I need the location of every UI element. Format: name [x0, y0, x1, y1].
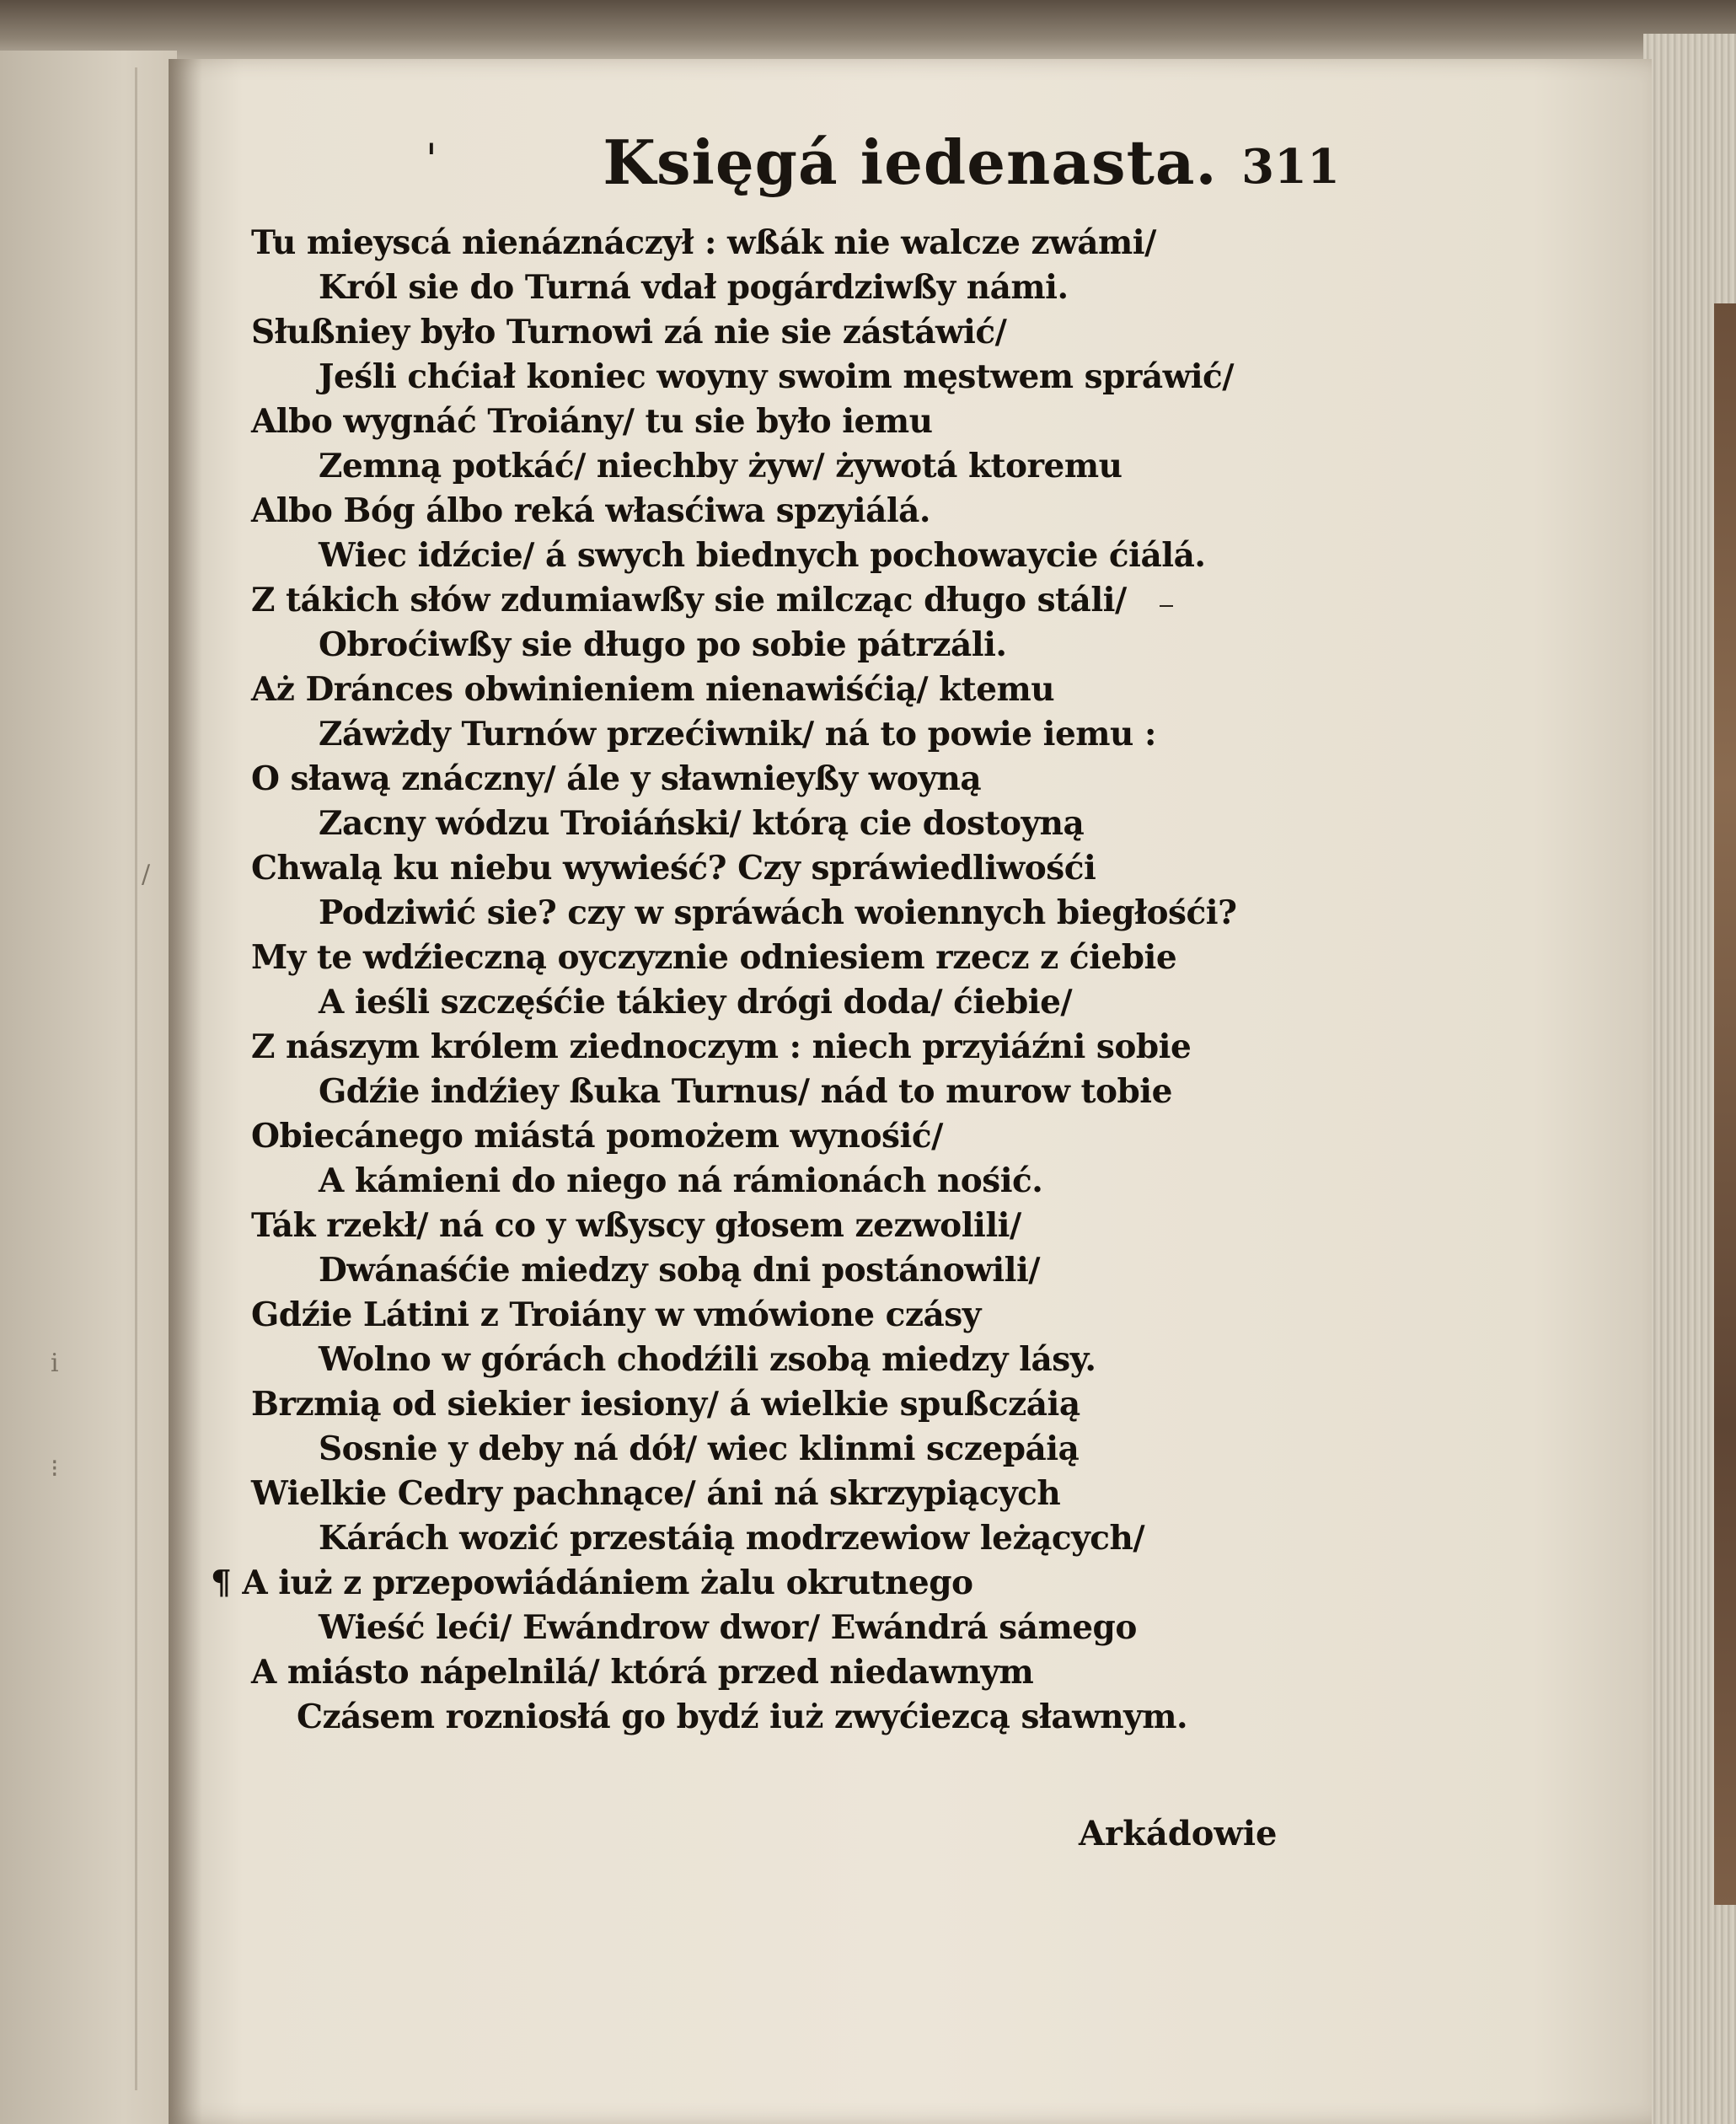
stray-mark: /: [142, 860, 151, 889]
stray-mark: ⁝: [51, 1454, 59, 1483]
verse-line: Wiec idźcie/ á swych biednych pochowaycie ćiálá.: [319, 536, 1206, 575]
book-top-edge: [0, 0, 1736, 63]
verse-line: Ták rzekł/ ná co y wßyscy głosem zezwolili/: [251, 1206, 1021, 1245]
verse-line: Z tákich słów zdumiawßy sie milcząc długo stáli/: [251, 581, 1127, 620]
verse-line: Jeśli chćiał koniec woyny swoim męstwem spráwić/: [319, 357, 1235, 396]
verse-line: Słußniey było Turnowi zá nie sie zástáwić/: [251, 313, 1007, 351]
verse-line: Podziwić sie? czy w spráwách woiennych biegłośći?: [319, 893, 1237, 932]
binding-leather: [1714, 303, 1736, 1905]
verse-line: Dwánaśćie miedzy sobą dni postánowili/: [319, 1251, 1041, 1290]
verse-line: Brzmią od siekier iesiony/ á wielkie spußczáią: [251, 1385, 1080, 1424]
catchword: Arkádowie: [1079, 1814, 1278, 1853]
verse-line: Gdźie indźiey ßuka Turnus/ nád to murow tobie: [319, 1072, 1172, 1111]
verse-line: Aż Dránces obwinieniem nienawiśćią/ ktemu: [251, 670, 1055, 709]
verse-line: Kárách wozić przestáią modrzewiow leżących/: [319, 1519, 1145, 1558]
running-head-mark: ': [426, 135, 437, 184]
verse-line: Tu mieyscá nienáznáczył : wßák nie walcze zwámi/: [251, 223, 1156, 262]
verse-line: O sławą znáczny/ ále y sławnieyßy woyną: [251, 759, 982, 798]
verse-line-paragraph: ¶ A iuż z przepowiádániem żalu okrutnego: [211, 1564, 973, 1602]
verse-line: Wolno w górách chodźili zsobą miedzy lásy.: [319, 1340, 1096, 1379]
verse-line: Obiecánego miástá pomożem wynośić/: [251, 1117, 943, 1156]
verse-line: Chwalą ku niebu wywieść? Czy spráwiedliwośći: [251, 849, 1096, 888]
verse-line: Záwżdy Turnów przećiwnik/ ná to powie iemu :: [319, 715, 1156, 754]
verse-line: A ieśli szczęśćie tákiey drógi doda/ ćiebie/: [319, 983, 1073, 1022]
verse-line: My te wdźieczną oyczyznie odniesiem rzecz z ćiebie: [251, 938, 1177, 977]
verse-line: Król sie do Turná vdał pogárdziwßy námi.: [319, 268, 1069, 307]
gutter-shadow: [169, 59, 202, 2124]
verse-line: Zemną potkáć/ niechby żyw/ żywotá ktoremu: [319, 447, 1123, 485]
left-page-edge: [0, 51, 177, 2124]
verse-line: A miásto nápelnilá/ którá przed niedawnym: [251, 1653, 1034, 1692]
verse-line: Wielkie Cedry pachnące/ áni ná skrzypiących: [251, 1474, 1061, 1513]
verse-line: Zacny wódzu Troiáński/ którą cie dostoyną: [319, 804, 1085, 843]
left-page-fold: [135, 67, 137, 2090]
verse-line: Czásem rozniosłá go bydź iuż zwyćiezcą sławnym.: [297, 1698, 1188, 1736]
verse-line: Sosnie y deby ná dół/ wiec klinmi sczepáią: [319, 1429, 1080, 1468]
verse-line: Wieść leći/ Ewándrow dwor/ Ewándrá sámego: [319, 1608, 1137, 1647]
verse-line: Obroćiwßy sie długo po sobie pátrzáli.: [319, 625, 1007, 664]
folio-number: 311: [1241, 139, 1340, 195]
verse-line: Gdźie Látini z Troiány w vmówione czásy: [251, 1295, 981, 1334]
stray-mark: i: [51, 1349, 59, 1378]
verse-line: Albo wygnáć Troiány/ tu sie było iemu: [251, 402, 933, 441]
margin-dash: [1160, 605, 1173, 607]
verse-line: Z nászym królem ziednoczym : niech przyiáźni sobie: [251, 1027, 1192, 1066]
verse-line: Albo Bóg álbo reká własćiwa spzyiálá.: [251, 491, 931, 530]
running-head: Księgá iedenasta.: [603, 126, 1218, 198]
verse-text-block: [211, 221, 1306, 1740]
verse-line: A kámieni do niego ná rámionách nośić.: [319, 1161, 1043, 1200]
